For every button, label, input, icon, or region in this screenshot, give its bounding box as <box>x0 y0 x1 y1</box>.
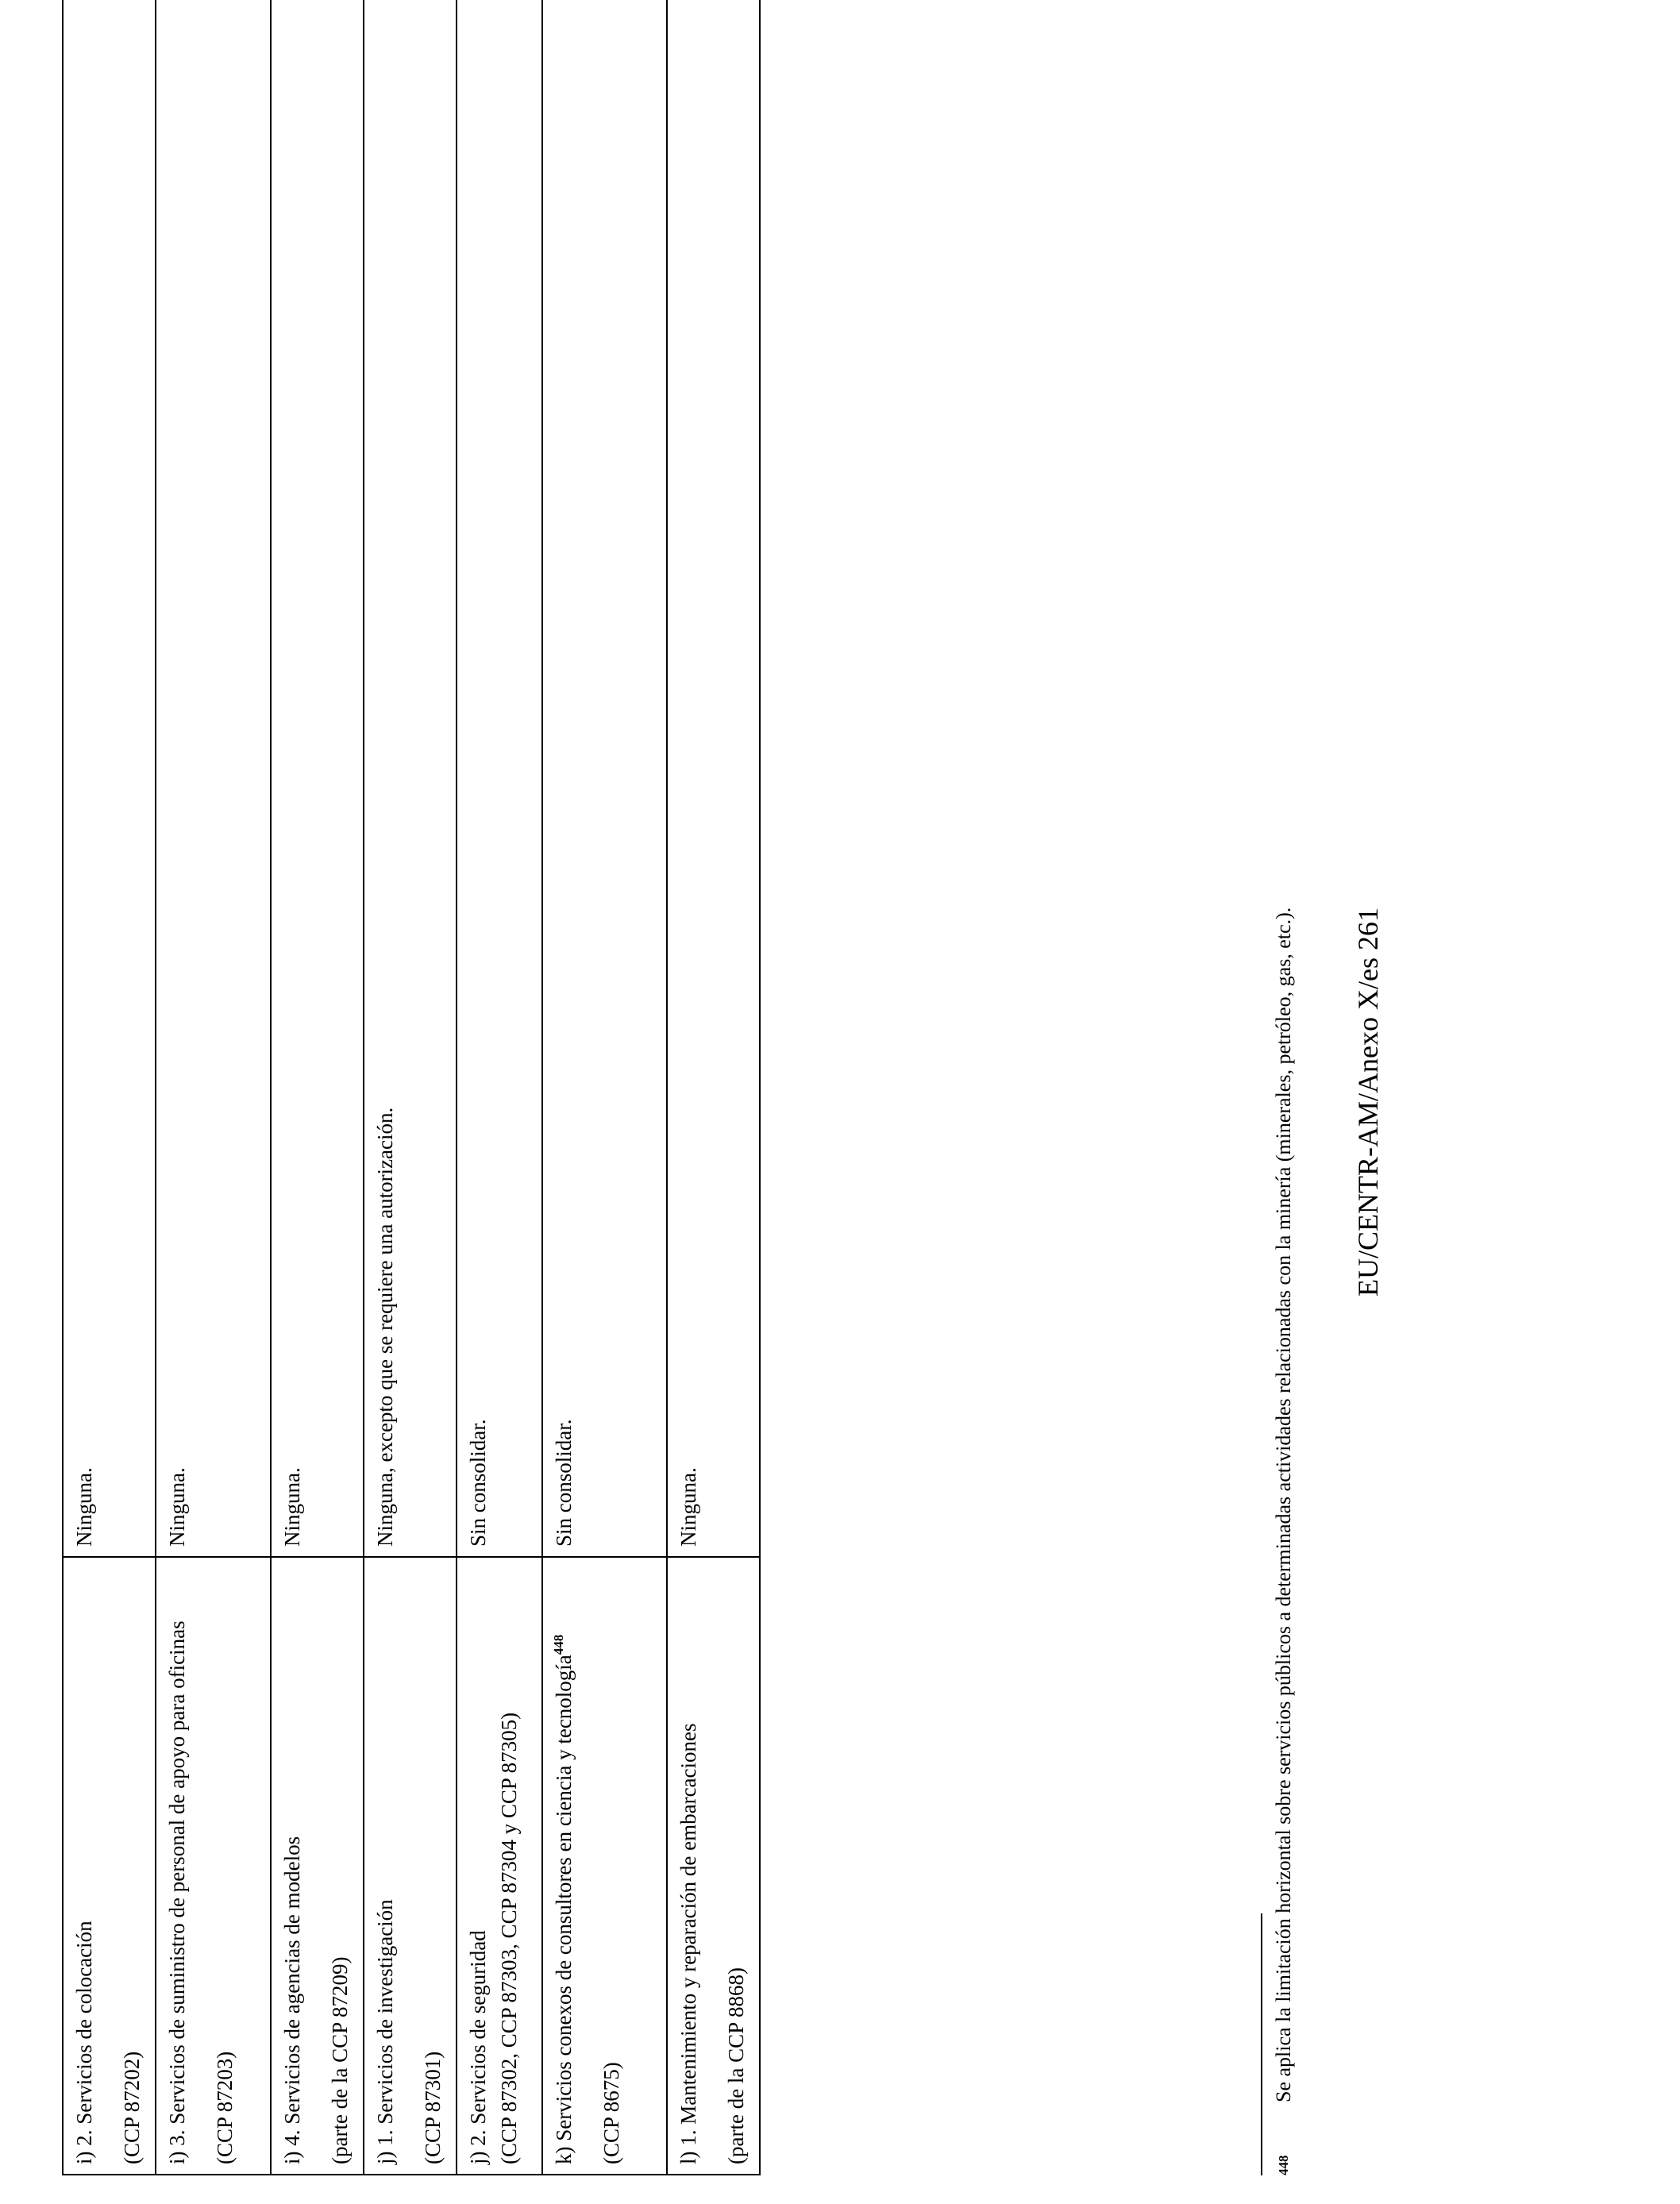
sector-name <box>551 1569 577 2164</box>
sector-code: (parte de la CCP 8868) <box>724 1967 748 2164</box>
sector-cell <box>542 1557 667 2175</box>
restriction-cell: Sin consolidar. <box>457 0 542 1557</box>
footnote-ref: 448 <box>551 1634 566 1655</box>
page-footer: EU/CENTR-AM/Anexo X/es 261 <box>1352 907 1384 1297</box>
restriction-cell: Ninguna. <box>667 0 760 1557</box>
sector-code: (CCP 87302, CCP 87303, CCP 87304 y CCP 87305) <box>497 1712 521 2164</box>
sector-name: i) 2. Servicios de colocación <box>72 1921 96 2164</box>
sector-cell <box>667 1557 760 2175</box>
sector-name-text: k) Servicios conexos de consultores en ciencia y tecnología <box>552 1655 576 2164</box>
sector-cell <box>63 1557 156 2175</box>
restriction-cell: Sin consolidar. <box>542 0 667 1557</box>
sector-code: (CCP 8675) <box>599 2062 623 2164</box>
table-row <box>364 0 457 2175</box>
sector-name: i) 4. Servicios de agencias de modelos <box>280 1836 304 2164</box>
sector-name: l) 1. Mantenimiento y reparación de embarcaciones <box>676 1723 700 2164</box>
sector-code: (CCP 87203) <box>213 2051 237 2164</box>
footnote-text: Se aplica la limitación horizontal sobre servicios públicos a determinadas actividades relacionadas con la minería (minerales, petróleo, gas, etc.). <box>1272 907 1295 2102</box>
schedule-table <box>62 0 761 2175</box>
sector-cell <box>364 1557 457 2175</box>
sector-name: j) 2. Servicios de seguridad <box>466 1930 490 2164</box>
sector-code: (CCP 87301) <box>421 2051 445 2164</box>
restriction-cell: Ninguna. <box>156 0 271 1557</box>
sector-name: i) 3. Servicios de suministro de personal de apoyo para oficinas <box>165 1620 189 2164</box>
footnote-number: 448 <box>1276 2155 1291 2175</box>
table-row <box>457 0 542 2175</box>
sector-code: (CCP 87202) <box>120 2051 144 2164</box>
table-row <box>667 0 760 2175</box>
table-row <box>63 0 156 2175</box>
restriction-cell: Ninguna, excepto que se requiere una autorización. <box>364 0 457 1557</box>
footnote-divider <box>1261 1913 1262 2175</box>
restriction-cell: Ninguna. <box>63 0 156 1557</box>
table-row <box>156 0 271 2175</box>
table-row <box>542 0 667 2175</box>
sector-cell <box>271 1557 364 2175</box>
sector-cell <box>457 1557 542 2175</box>
sector-cell <box>156 1557 271 2175</box>
table-row <box>271 0 364 2175</box>
restriction-cell: Ninguna. <box>271 0 364 1557</box>
footnote <box>1270 907 1297 2175</box>
sector-code: (parte de la CCP 87209) <box>328 1956 352 2164</box>
sector-name: j) 1. Servicios de investigación <box>373 1899 397 2164</box>
